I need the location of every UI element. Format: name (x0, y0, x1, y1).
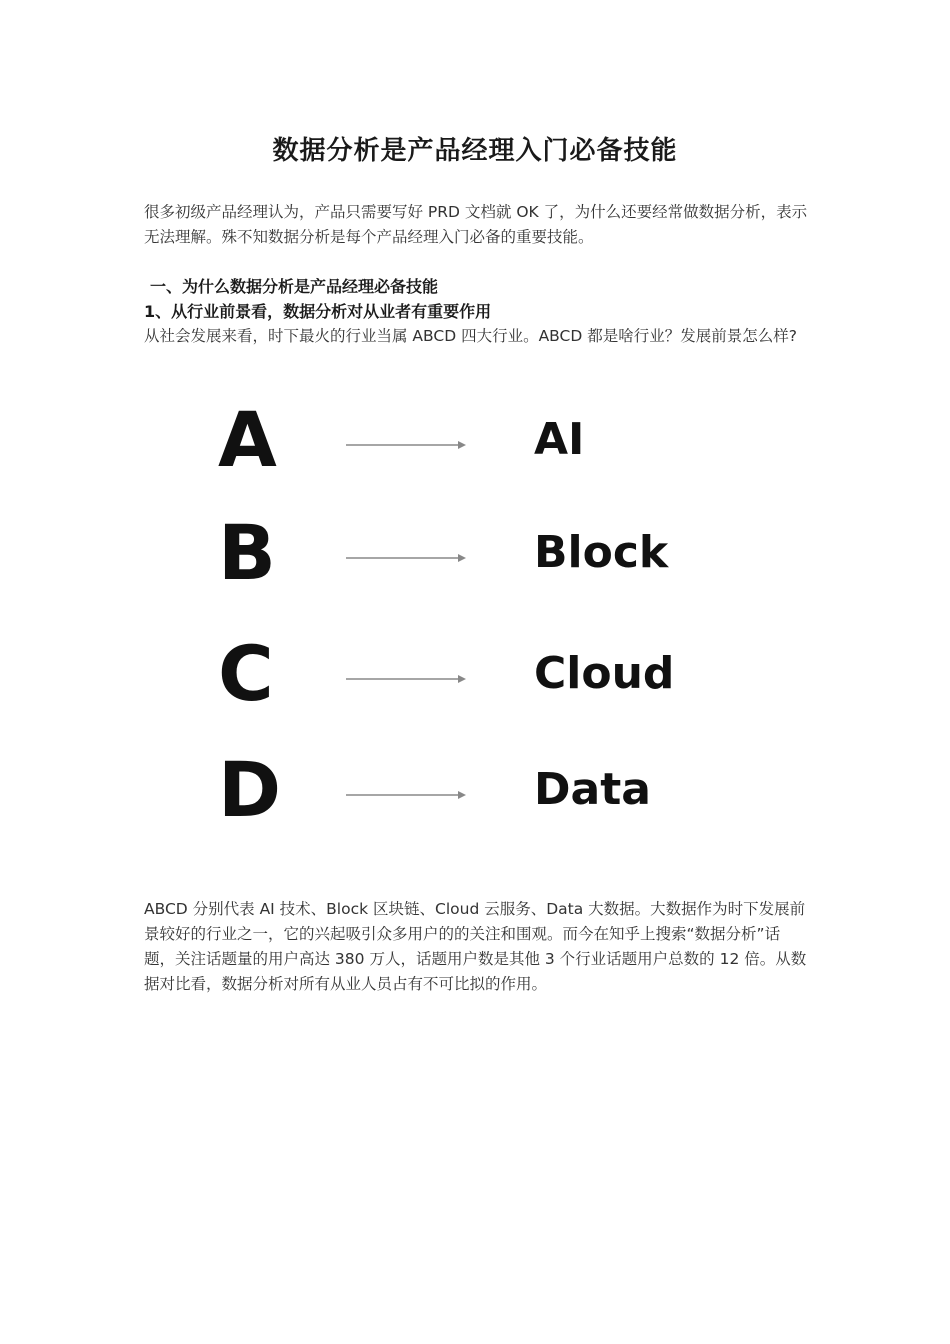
right-arrow-icon (346, 439, 466, 451)
figure-word: Data (534, 764, 651, 815)
figure-letter: A (218, 395, 277, 484)
figure-row-c (190, 629, 750, 719)
figure-word: AI (534, 414, 585, 465)
figure-letter: B (218, 508, 276, 597)
abcd-figure (190, 395, 750, 850)
page-title: 数据分析是产品经理入门必备技能 (272, 136, 678, 166)
figure-word: Block (534, 527, 669, 578)
figure-letter: D (218, 745, 282, 834)
right-arrow-icon (346, 552, 466, 564)
figure-row-b (190, 508, 750, 598)
right-arrow-icon (346, 789, 466, 801)
section-heading: 一、为什么数据分析是产品经理必备技能 (150, 277, 439, 296)
body-paragraph-data-analysis: ABCD 分别代表 AI 技术、Block 区块链、Cloud 云服务、Data 大数据。大数据作为时下发展前景较好的行业之一，它的兴起吸引众多用户的的关注和围观。而今在知乎上搜索“数据分析”话题，关注话题量的用户高达 380 万人，话题用户数是其他 3 个行业话题用户总数的 12 倍。从数据对比看，数据分析对所有从业人员占有不可比拟的作用。 (144, 900, 807, 993)
figure-letter: C (218, 629, 274, 718)
figure-row-d (190, 745, 750, 835)
figure-row-a (190, 395, 750, 485)
figure-word: Cloud (534, 648, 675, 699)
body-paragraph-industries: 从社会发展来看，时下最火的行业当属 ABCD 四大行业。ABCD 都是啥行业？发展前景怎么样? (144, 327, 797, 345)
subsection-heading: 1、从行业前景看，数据分析对从业者有重要作用 (144, 302, 492, 321)
right-arrow-icon (346, 673, 466, 685)
intro-paragraph: 很多初级产品经理认为，产品只需要写好 PRD 文档就 OK 了，为什么还要经常做数据分析，表示无法理解。殊不知数据分析是每个产品经理入门必备的重要技能。 (144, 203, 808, 246)
